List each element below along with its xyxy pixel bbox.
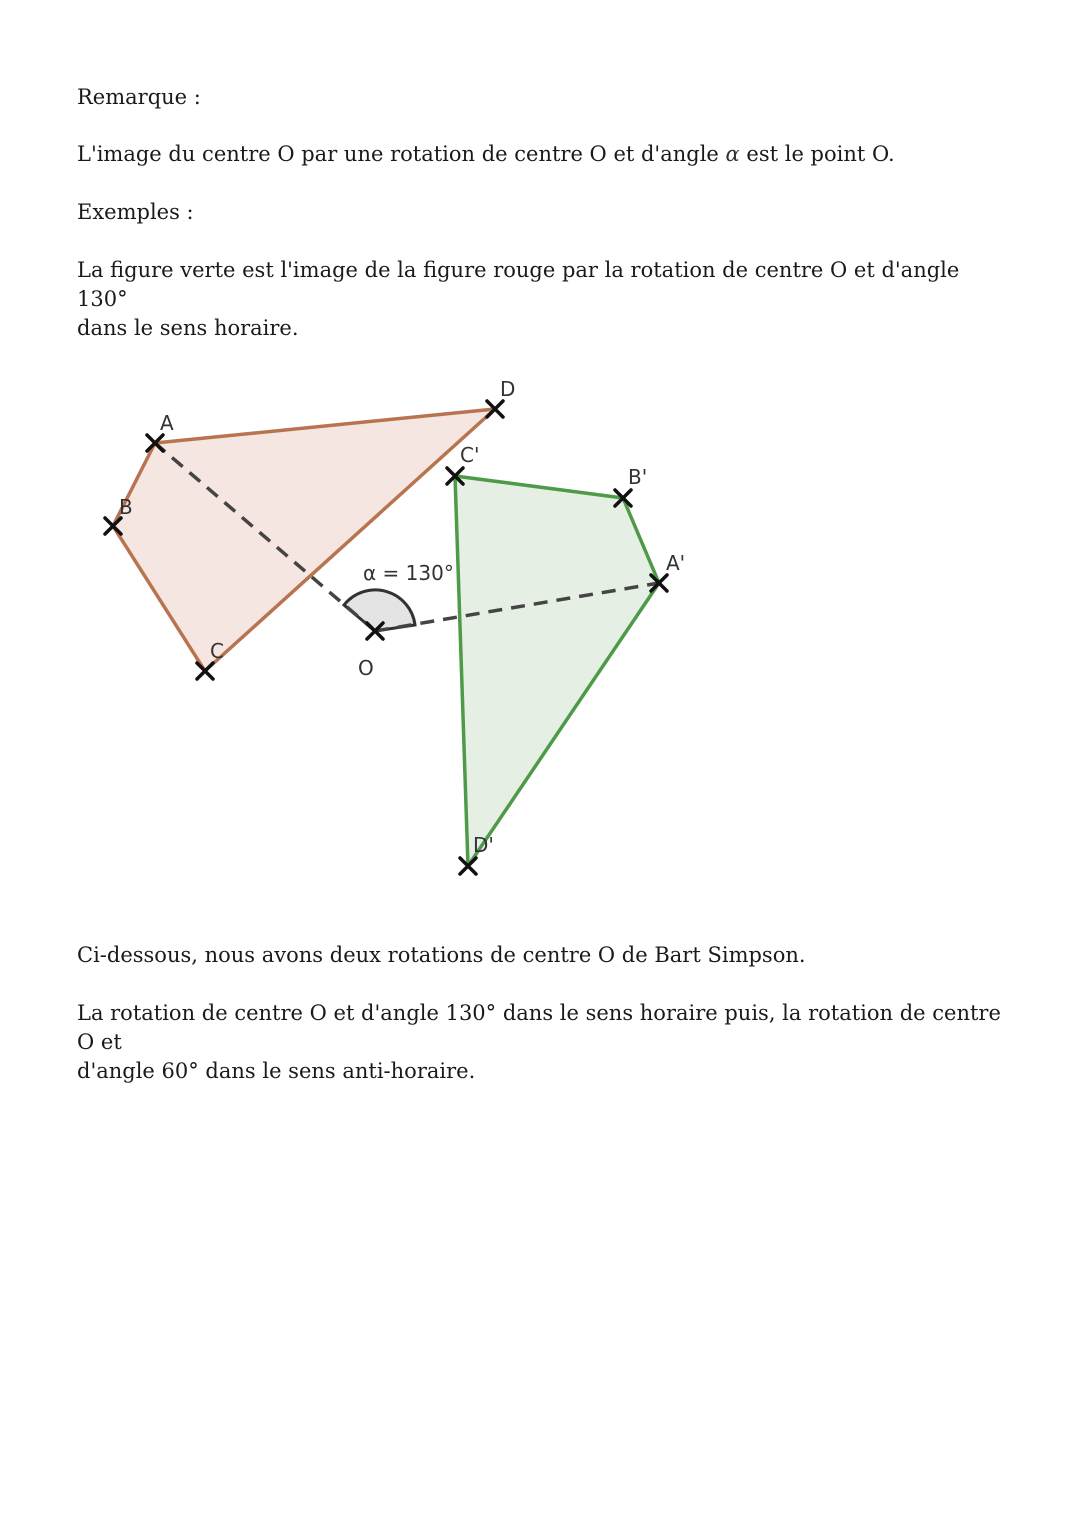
label-B: B bbox=[119, 495, 133, 519]
label-A-prime: A' bbox=[666, 551, 686, 575]
red-figure bbox=[113, 409, 495, 671]
remark-text-after: est le point O. bbox=[746, 142, 895, 166]
example-line-2: dans le sens horaire. bbox=[77, 316, 299, 340]
remark-heading: Remarque : bbox=[77, 85, 201, 109]
bart-intro: Ci-dessous, nous avons deux rotations de centre O de Bart Simpson. bbox=[77, 943, 806, 967]
example-line-1: La figure verte est l'image de la figure rouge par la rotation de centre O et d'angle 130° bbox=[77, 258, 960, 311]
bart-line-2: La rotation de centre O et d'angle 130° dans le sens horaire puis, la rotation de centre O et bbox=[77, 1001, 1001, 1054]
label-O: O bbox=[358, 656, 374, 680]
remark-text-before: L'image du centre O par une rotation de centre O et d'angle bbox=[77, 142, 719, 166]
label-C: C bbox=[210, 639, 224, 663]
label-B-prime: B' bbox=[628, 465, 648, 489]
bart-line-3: d'angle 60° dans le sens anti-horaire. bbox=[77, 1059, 476, 1083]
examples-heading: Exemples : bbox=[77, 200, 194, 224]
label-D-prime: D' bbox=[473, 833, 494, 857]
angle-label: α = 130° bbox=[363, 561, 454, 585]
label-A: A bbox=[160, 411, 174, 435]
label-C-prime: C' bbox=[460, 443, 480, 467]
alpha-symbol: α bbox=[725, 142, 740, 166]
green-figure bbox=[455, 476, 659, 866]
bart-rotations-description bbox=[77, 999, 1007, 1086]
label-D: D bbox=[500, 377, 516, 401]
